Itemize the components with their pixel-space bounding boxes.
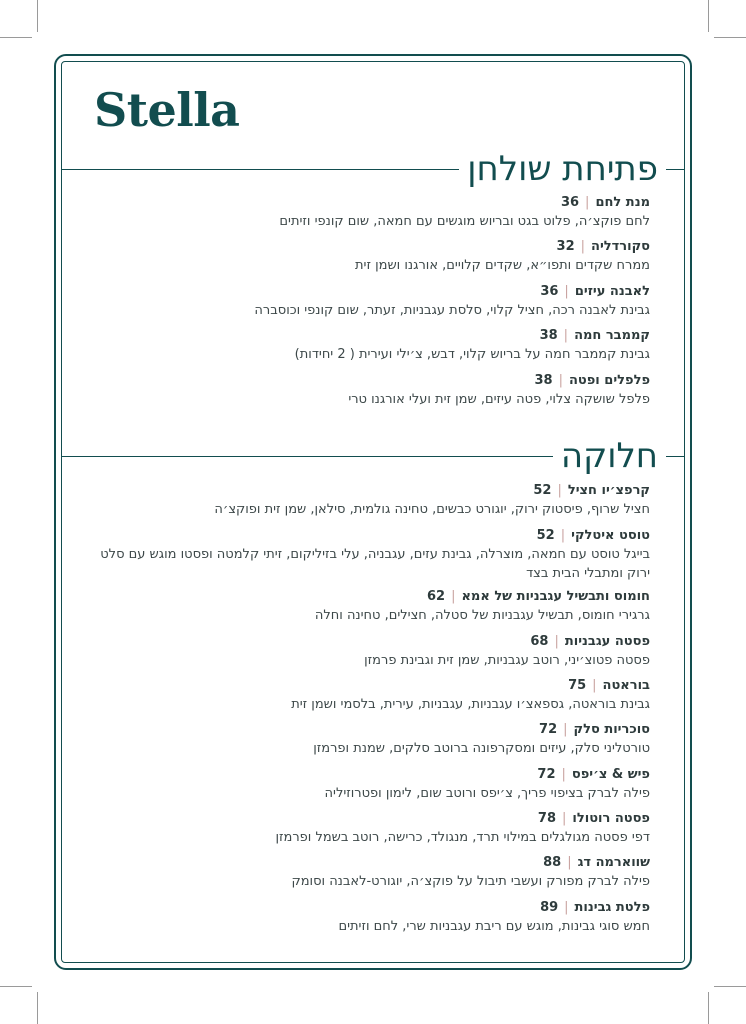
menu-item-head bbox=[90, 194, 650, 211]
crop-mark-bottom-left bbox=[37, 992, 38, 1024]
menu-item-head bbox=[90, 482, 650, 499]
crop-mark-top-left bbox=[37, 0, 38, 32]
menu-item bbox=[90, 527, 650, 583]
menu-item-head bbox=[90, 721, 650, 738]
menu-item-description: פסטה פטוצ׳יני, רוטב עגבניות, שמן זית וגבינת פרמזן bbox=[364, 653, 650, 668]
price-separator: | bbox=[558, 373, 563, 388]
menu-item-name: מנת לחם bbox=[595, 195, 650, 210]
menu-item bbox=[90, 238, 650, 275]
menu-item bbox=[90, 327, 650, 364]
menu-item-price: 32 bbox=[556, 239, 575, 254]
menu-item-head bbox=[90, 527, 650, 544]
menu-item bbox=[90, 721, 650, 758]
price-separator: | bbox=[560, 528, 566, 543]
menu-item bbox=[90, 482, 650, 519]
menu-item bbox=[90, 588, 650, 625]
menu-item bbox=[90, 854, 650, 891]
menu-item-price: 89 bbox=[540, 900, 559, 915]
price-separator: | bbox=[561, 767, 566, 782]
menu-item-head bbox=[90, 766, 650, 783]
menu-item-name: סקורדליה bbox=[591, 239, 650, 254]
crop-mark-bottom-left-h bbox=[0, 986, 32, 987]
menu-item-price: 52 bbox=[533, 483, 552, 498]
menu-item-name: פסטה רוטולו bbox=[572, 811, 650, 826]
menu-item-head bbox=[90, 899, 650, 916]
menu-item-name: סוכריות סלק bbox=[573, 722, 650, 737]
menu-item-description: פילה לברק מפורק ועשבי תיבול על פוקצ׳ה, יוגורט-לאבנה וסומק bbox=[291, 874, 650, 889]
price-separator: | bbox=[557, 483, 562, 498]
menu-item bbox=[90, 899, 650, 936]
crop-mark-top-right-h bbox=[714, 37, 746, 38]
price-separator: | bbox=[562, 811, 567, 826]
menu-item-head bbox=[90, 633, 650, 650]
menu-item-head bbox=[90, 588, 650, 605]
menu-item-price: 52 bbox=[536, 528, 555, 543]
crop-mark-bottom-right bbox=[708, 992, 709, 1024]
menu-item-head bbox=[90, 327, 650, 344]
menu-item-name: לאבנה עיזים bbox=[574, 284, 650, 299]
menu-item-price: 38 bbox=[539, 328, 558, 343]
price-separator: | bbox=[564, 284, 569, 299]
menu-item-price: 62 bbox=[426, 589, 446, 604]
menu-item-name: פלפלים ופטה bbox=[568, 373, 650, 388]
menu-item-description: גבינת קממבר חמה על בריוש קלוי, דבש, צ׳ילי ועירית ( 2 יחידות) bbox=[294, 347, 650, 362]
menu-item-head bbox=[90, 283, 650, 300]
price-separator: | bbox=[567, 855, 572, 870]
menu-item-description: ממרח שקדים ותפו״א, שקדים קלויים, אורגנו ושמן זית bbox=[355, 258, 650, 273]
crop-mark-top-left-h bbox=[0, 37, 32, 38]
menu-item-description: חציל שרוף, פיסטוק ירוק, יוגורט כבשים, טחינה גולמית, סילאן, שמן זית ופוקצ׳ה bbox=[214, 502, 650, 517]
menu-item-price: 36 bbox=[540, 284, 559, 299]
menu-item bbox=[90, 372, 650, 409]
menu-item-name: פלטת גבינות bbox=[574, 900, 650, 915]
menu-item bbox=[90, 283, 650, 320]
menu-item-name: פיש & צ׳יפס bbox=[571, 767, 650, 782]
brand-logo: Stella bbox=[94, 83, 240, 137]
menu-item-description: גבינת לאבנה רכה, חציל קלוי, סלסת עגבניות, זעתר, שום קונפי וכוסברה bbox=[254, 303, 650, 318]
price-separator: | bbox=[580, 239, 586, 254]
crop-mark-top-right bbox=[708, 0, 709, 32]
menu-item-description: גרגירי חומוס, תבשיל עגבניות של סטלה, חצילים, טחינה וחלה bbox=[314, 608, 650, 623]
menu-item-name: שווארמה דג bbox=[577, 855, 650, 870]
menu-item-name: קממבר חמה bbox=[574, 328, 650, 343]
menu-item-description: חמש סוגי גבינות, מוגש עם ריבת עגבניות שרי, לחם וזיתים bbox=[338, 919, 650, 934]
menu-item-head bbox=[90, 238, 650, 255]
menu-item-description: טורטליני סלק, עיזים ומסקרפונה ברוטב סלקים, שמנת ופרמזן bbox=[313, 741, 650, 756]
menu-item-head bbox=[90, 810, 650, 827]
menu-item-description: פלפל שושקה צלוי, פטה עיזים, שמן זית ועלי אורגנו טרי bbox=[348, 392, 650, 407]
menu-item-price: 78 bbox=[537, 811, 557, 826]
menu-item-name: בוראטה bbox=[602, 678, 650, 693]
menu-item-name: טוסט איטלקי bbox=[571, 528, 650, 543]
menu-item-head bbox=[90, 677, 650, 694]
menu-item-name: פסטה עגבניות bbox=[564, 634, 650, 649]
menu-item bbox=[90, 766, 650, 803]
price-separator: | bbox=[592, 678, 597, 693]
menu-item-description: לחם פוקצ׳ה, פלוט בגט ובריוש מוגשים עם חמאה, שום קונפי וזיתים bbox=[279, 214, 650, 229]
menu-item-price: 38 bbox=[534, 373, 553, 388]
price-separator: | bbox=[563, 722, 568, 737]
menu-item-head bbox=[90, 372, 650, 389]
section-title-sharing: חלוקה bbox=[553, 434, 666, 478]
menu-item-price: 36 bbox=[560, 195, 580, 210]
menu-item-price: 75 bbox=[568, 678, 587, 693]
menu-item-price: 72 bbox=[539, 722, 558, 737]
menu-item-price: 88 bbox=[543, 855, 562, 870]
crop-mark-bottom-right-h bbox=[714, 986, 746, 987]
menu-item-description: גבינת בוראטה, גספאצ׳ו עגבניות, עגבניות, עירית, בלסמי ושמן זית bbox=[291, 697, 650, 712]
price-separator: | bbox=[451, 589, 456, 604]
price-separator: | bbox=[564, 900, 569, 915]
menu-item-description: דפי פסטה מגולגלים במילוי תרד, מנגולד, כרישה, רוטב בשמל ופרמזן bbox=[275, 830, 650, 845]
menu-item bbox=[90, 677, 650, 714]
price-separator: | bbox=[554, 634, 559, 649]
price-separator: | bbox=[563, 328, 569, 343]
menu-item bbox=[90, 194, 650, 231]
menu-item-price: 68 bbox=[530, 634, 549, 649]
menu-item-price: 72 bbox=[537, 767, 556, 782]
menu-item-name: קרפצ׳יו חציל bbox=[567, 483, 650, 498]
menu-item-description: פילה לברק בציפוי פריך, צ׳יפס ורוטב שום, לימון ופטרוזיליה bbox=[324, 786, 650, 801]
menu-item-head bbox=[90, 854, 650, 871]
menu-item bbox=[90, 810, 650, 847]
menu-item-name: חומוס ותבשיל עגבניות של אמא bbox=[461, 589, 650, 604]
price-separator: | bbox=[585, 195, 590, 210]
section-title-opening: פתיחת שולחן bbox=[459, 147, 666, 191]
menu-item bbox=[90, 633, 650, 670]
menu-item-description: בייגל טוסט עם חמאה, מוצרלה, גבינת עזים, עגבניה, עלי בזיליקום, זיתי קלמטה ופסטו מוגש עם סלט ירוק ומתבלי הבית בצד bbox=[100, 547, 650, 581]
